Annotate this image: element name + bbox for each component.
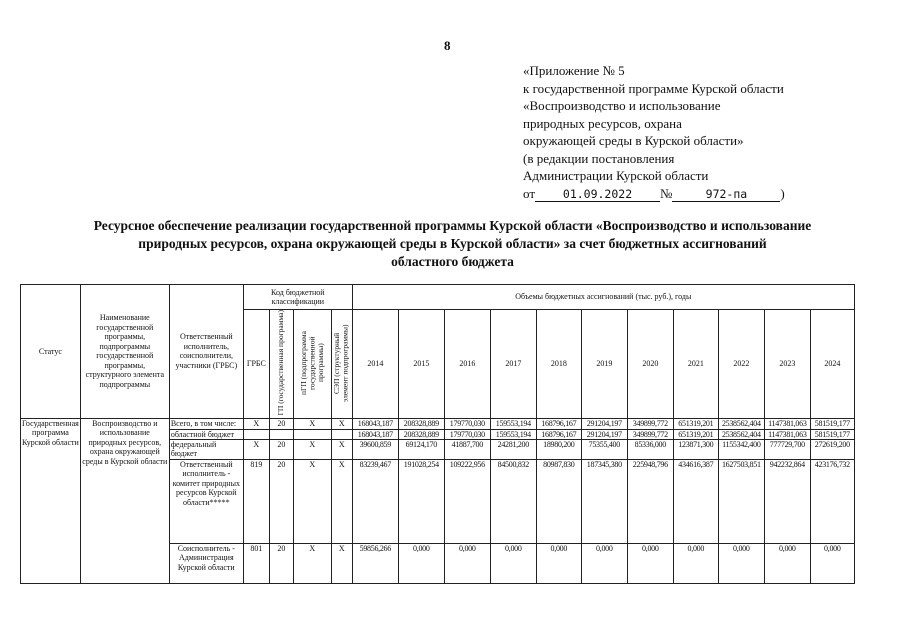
value-cell: 2538562,404 bbox=[718, 418, 764, 429]
appendix-line: «Приложение № 5 bbox=[523, 63, 625, 78]
value-cell: 85336,000 bbox=[627, 439, 673, 459]
executor-cell: федеральный бюджет bbox=[169, 439, 243, 459]
value-cell: 0,000 bbox=[810, 543, 854, 583]
header-name: Наименование государственной программы, подпрограммы государственной программы, структурного элемента подпрограммы bbox=[80, 285, 169, 419]
pgp-cell: Х bbox=[293, 459, 331, 543]
header-gp-text: ГП (государственная программа) bbox=[276, 310, 286, 416]
value-cell: 2538562,404 bbox=[718, 429, 764, 439]
header-executor: Ответственный исполнитель, соисполнители, участники (ГРБС) bbox=[169, 285, 243, 419]
value-cell: 291204,197 bbox=[581, 429, 627, 439]
header-pgp-text: пГП (подпрограмма государственной программы) bbox=[299, 330, 326, 395]
value-cell: 0,000 bbox=[581, 543, 627, 583]
executor-cell: Всего, в том числе: bbox=[169, 418, 243, 429]
value-cell: 1627503,851 bbox=[718, 459, 764, 543]
value-cell: 69124,170 bbox=[398, 439, 444, 459]
value-cell: 349899,772 bbox=[627, 418, 673, 429]
appendix-line: (в редакции постановления bbox=[523, 150, 675, 166]
value-cell: 41887,700 bbox=[444, 439, 490, 459]
value-cell: 1147381,063 bbox=[764, 418, 810, 429]
page-number: 8 bbox=[444, 38, 451, 53]
pgp-cell bbox=[293, 429, 331, 439]
header-budget-code: Код бюджетной классификации bbox=[243, 285, 352, 310]
value-cell: 187345,380 bbox=[581, 459, 627, 543]
value-cell: 75355,400 bbox=[581, 439, 627, 459]
decree-date: 01.09.2022 bbox=[535, 187, 660, 202]
value-cell: 581519,177 bbox=[810, 418, 854, 429]
value-cell: 423176,732 bbox=[810, 459, 854, 543]
header-sje bbox=[331, 310, 352, 419]
value-cell: 225948,796 bbox=[627, 459, 673, 543]
header-year: 2024 bbox=[810, 310, 854, 419]
value-cell: 83239,467 bbox=[352, 459, 398, 543]
header-volumes: Объемы бюджетных ассигнований (тыс. руб.), годы bbox=[352, 285, 854, 310]
header-year: 2018 bbox=[536, 310, 581, 419]
value-cell: 1155342,400 bbox=[718, 439, 764, 459]
header-status: Статус bbox=[21, 285, 81, 419]
header-year: 2022 bbox=[718, 310, 764, 419]
value-cell: 59856,266 bbox=[352, 543, 398, 583]
value-cell: 0,000 bbox=[536, 543, 581, 583]
header-year: 2021 bbox=[673, 310, 718, 419]
value-cell: 179770,030 bbox=[444, 429, 490, 439]
value-cell: 123871,300 bbox=[673, 439, 718, 459]
sje-cell: Х bbox=[331, 439, 352, 459]
value-cell: 272619,200 bbox=[810, 439, 854, 459]
appendix-line: Администрации Курской области bbox=[523, 168, 709, 183]
value-cell: 0,000 bbox=[764, 543, 810, 583]
header-sje-text: СЭП (структурный элемент подпрограммы) bbox=[331, 323, 350, 402]
value-cell: 191028,254 bbox=[398, 459, 444, 543]
gp-cell: 20 bbox=[269, 418, 293, 429]
program-name-cell: Воспроизводство и использование природных ресурсов, охрана окружающей среды в Курской области bbox=[80, 418, 169, 583]
number-prefix: № bbox=[660, 185, 673, 201]
appendix-line: «Воспроизводство и использование bbox=[523, 98, 721, 113]
title-line: природных ресурсов, охрана окружающей среды в Курской области» за счет бюджетных ассигнований bbox=[138, 236, 767, 251]
sje-cell: Х bbox=[331, 418, 352, 429]
pgp-cell: Х bbox=[293, 418, 331, 429]
value-cell: 942232,864 bbox=[764, 459, 810, 543]
value-cell: 168043,187 bbox=[352, 429, 398, 439]
value-cell: 349899,772 bbox=[627, 429, 673, 439]
value-cell: 208328,889 bbox=[398, 429, 444, 439]
header-grbs: ГРБС bbox=[243, 310, 269, 419]
pgp-cell: Х bbox=[293, 439, 331, 459]
value-cell: 0,000 bbox=[673, 543, 718, 583]
value-cell: 777729,700 bbox=[764, 439, 810, 459]
header-year: 2016 bbox=[444, 310, 490, 419]
sje-cell: Х bbox=[331, 543, 352, 583]
value-cell: 84500,832 bbox=[490, 459, 536, 543]
value-cell: 291204,197 bbox=[581, 418, 627, 429]
grbs-cell: 801 bbox=[243, 543, 269, 583]
value-cell: 1147381,063 bbox=[764, 429, 810, 439]
resource-table bbox=[20, 284, 855, 584]
date-prefix: от bbox=[523, 185, 536, 201]
appendix-block bbox=[523, 62, 785, 202]
value-cell: 18980,200 bbox=[536, 439, 581, 459]
value-cell: 651319,201 bbox=[673, 418, 718, 429]
value-cell: 0,000 bbox=[718, 543, 764, 583]
header-year: 2014 bbox=[352, 310, 398, 419]
value-cell: 0,000 bbox=[398, 543, 444, 583]
header-year: 2023 bbox=[764, 310, 810, 419]
gp-cell: 20 bbox=[269, 439, 293, 459]
title-line: областного бюджета bbox=[391, 254, 514, 269]
header-year: 2017 bbox=[490, 310, 536, 419]
header-year: 2019 bbox=[581, 310, 627, 419]
title-line: Ресурсное обеспечение реализации государственной программы Курской области «Воспроизводство и использование bbox=[93, 218, 812, 233]
value-cell: 168796,167 bbox=[536, 418, 581, 429]
value-cell: 179770,030 bbox=[444, 418, 490, 429]
document-title bbox=[20, 217, 885, 271]
gp-cell: 20 bbox=[269, 543, 293, 583]
value-cell: 651319,201 bbox=[673, 429, 718, 439]
value-cell: 168796,167 bbox=[536, 429, 581, 439]
decree-number: 972-па bbox=[672, 187, 780, 202]
value-cell: 434616,387 bbox=[673, 459, 718, 543]
closing-paren: ) bbox=[780, 185, 785, 201]
grbs-cell: Х bbox=[243, 418, 269, 429]
executor-cell: Ответственный исполнитель - комитет природных ресурсов Курской области***** bbox=[169, 459, 243, 543]
status-cell: Государственная программа Курской области bbox=[21, 418, 81, 583]
value-cell: 168043,187 bbox=[352, 418, 398, 429]
grbs-cell bbox=[243, 429, 269, 439]
grbs-cell: 819 bbox=[243, 459, 269, 543]
value-cell: 581519,177 bbox=[810, 429, 854, 439]
header-year: 2020 bbox=[627, 310, 673, 419]
table-row bbox=[21, 418, 855, 429]
header-pgp bbox=[293, 310, 331, 419]
appendix-line: природных ресурсов, охрана bbox=[523, 115, 682, 131]
sje-cell: Х bbox=[331, 459, 352, 543]
value-cell: 24281,200 bbox=[490, 439, 536, 459]
value-cell: 0,000 bbox=[444, 543, 490, 583]
value-cell: 80987,830 bbox=[536, 459, 581, 543]
gp-cell bbox=[269, 429, 293, 439]
appendix-line: окружающей среды в Курской области» bbox=[523, 133, 744, 148]
value-cell: 39600,859 bbox=[352, 439, 398, 459]
value-cell: 208328,889 bbox=[398, 418, 444, 429]
decree-date-line bbox=[523, 185, 785, 203]
value-cell: 0,000 bbox=[627, 543, 673, 583]
grbs-cell: Х bbox=[243, 439, 269, 459]
value-cell: 109222,956 bbox=[444, 459, 490, 543]
pgp-cell: Х bbox=[293, 543, 331, 583]
gp-cell: 20 bbox=[269, 459, 293, 543]
executor-cell: Соисполнитель - Администрация Курской области bbox=[169, 543, 243, 583]
value-cell: 0,000 bbox=[490, 543, 536, 583]
value-cell: 159553,194 bbox=[490, 429, 536, 439]
header-gp bbox=[269, 310, 293, 419]
executor-cell: областной бюджет bbox=[169, 429, 243, 439]
value-cell: 159553,194 bbox=[490, 418, 536, 429]
appendix-line: к государственной программе Курской области bbox=[523, 80, 784, 96]
header-year: 2015 bbox=[398, 310, 444, 419]
sje-cell bbox=[331, 429, 352, 439]
